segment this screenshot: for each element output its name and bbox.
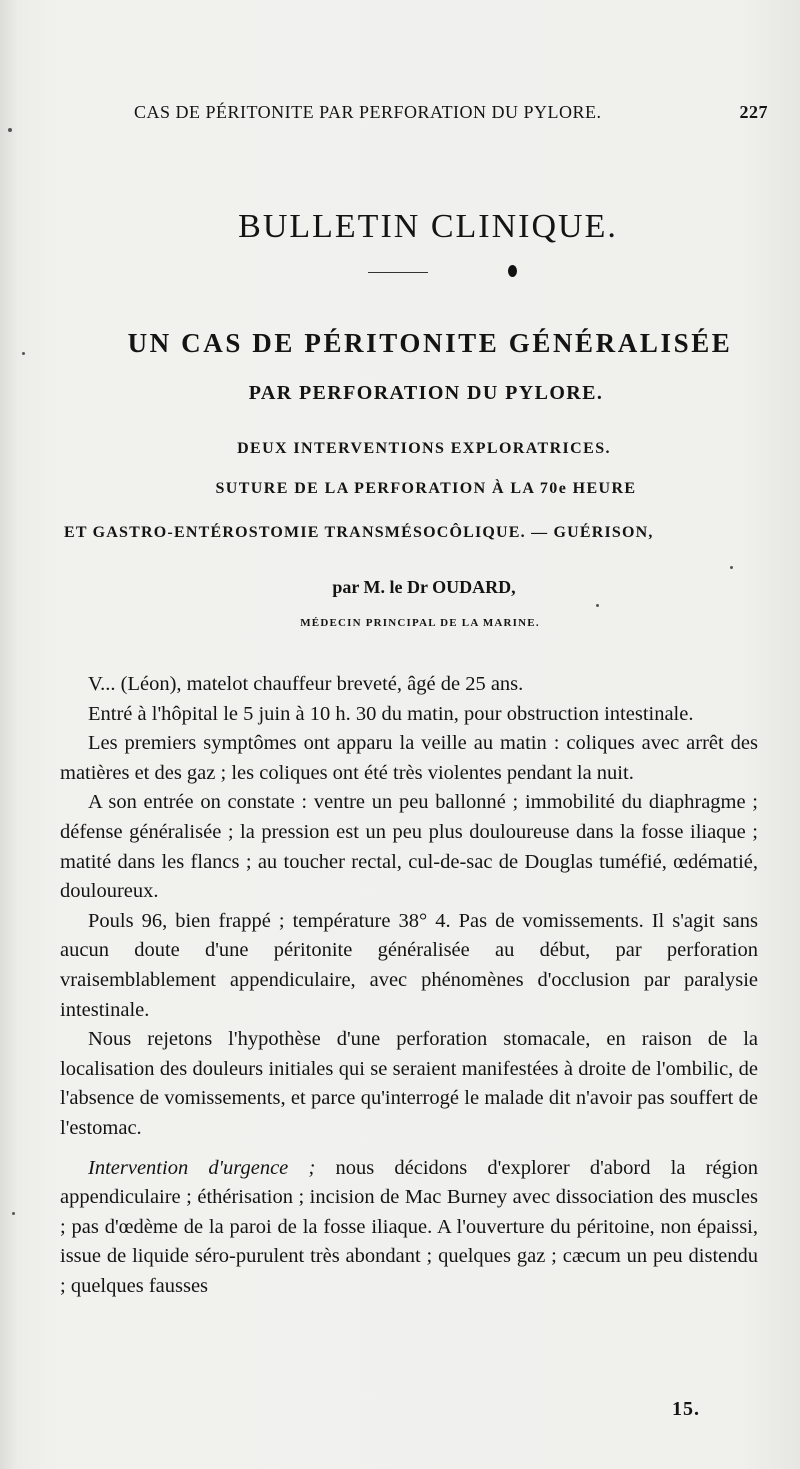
paragraph: Nous rejetons l'hypothèse d'une perforation stomacale, en raison de la localisation des douleurs initiales qui se seraient manifestées à droite de l'ombilic, de l'absence de vomissements, et parce qu'interrogé le malade dit n'avoir pas souffert de l'estomac.: [60, 1028, 758, 1139]
paragraph: Les premiers symptômes ont apparu la veille au matin : coliques avec arrêt des matières et des gaz ; les coliques ont été très violentes pendant la nuit.: [60, 732, 758, 784]
scan-speck: [8, 128, 12, 132]
separator-rule: [368, 272, 428, 273]
paragraph: Entré à l'hôpital le 5 juin à 10 h. 30 du matin, pour obstruction intestinale.: [88, 702, 694, 725]
scan-speck: [22, 352, 25, 355]
separator-dot: [508, 265, 517, 277]
running-head-title: CAS DE PÉRITONITE PAR PERFORATION DU PYLORE.: [134, 102, 602, 122]
paragraph: V... (Léon), matelot chauffeur breveté, âgé de 25 ans.: [88, 673, 524, 695]
byline: par M. le Dr OUDARD,: [332, 577, 516, 597]
scan-speck: [730, 566, 733, 569]
article-body: [60, 670, 758, 1301]
heading-separator: [0, 262, 800, 276]
author-affiliation: MÉDECIN PRINCIPAL DE LA MARINE.: [300, 617, 540, 629]
article-subtitle-line-1: DEUX INTERVENTIONS EXPLORATRICES.: [237, 440, 611, 457]
paragraph: A son entrée on constate : ventre un peu ballonné ; immobilité du diaphragme ; défense généralisée ; la pression est un peu plus douloureuse dans la fosse iliaque ; matité dans les flancs ; au toucher rectal, cul-de-sac de Douglas tuméfié, œdématié, douloureux.: [60, 791, 758, 903]
paragraph-intervention: [60, 1154, 758, 1302]
article-subtitle-line-2: SUTURE DE LA PERFORATION À LA 70e HEURE: [215, 480, 637, 497]
article-subtitle-line-3: ET GASTRO-ENTÉROSTOMIE TRANSMÉSOCÔLIQUE. — GUÉRISON,: [64, 524, 654, 541]
paragraph-lead-italic: Intervention d'urgence ;: [88, 1156, 316, 1179]
signature-mark: 15.: [672, 1398, 700, 1420]
paragraph: Pouls 96, bien frappé ; température 38° 4. Pas de vomissements. Il s'agit sans aucun doute d'une péritonite généralisée au début, par perforation vraisemblablement appendiculaire, avec phénomènes d'occlusion par paralysie intestinale.: [60, 909, 758, 1021]
section-heading: BULLETIN CLINIQUE.: [238, 208, 618, 245]
scan-speck: [12, 1212, 15, 1215]
scan-speck: [596, 604, 599, 607]
paragraph-text: nous décidons d'explorer d'abord la région appendiculaire ; éthérisation ; incision de Mac Burney avec dissociation des muscles ; pas d'œdème de la paroi de la fosse iliaque. A l'ouverture du péritoine, non épaissi, issue de liquide séro-purulent très abondant ; quelques gaz ; cæcum un peu distendu ; quelques fausses: [60, 1156, 758, 1297]
page-number: 227: [739, 102, 768, 122]
article-title-line-2: PAR PERFORATION DU PYLORE.: [248, 382, 604, 404]
article-title-line-1: UN CAS DE PÉRITONITE GÉNÉRALISÉE: [127, 328, 733, 358]
